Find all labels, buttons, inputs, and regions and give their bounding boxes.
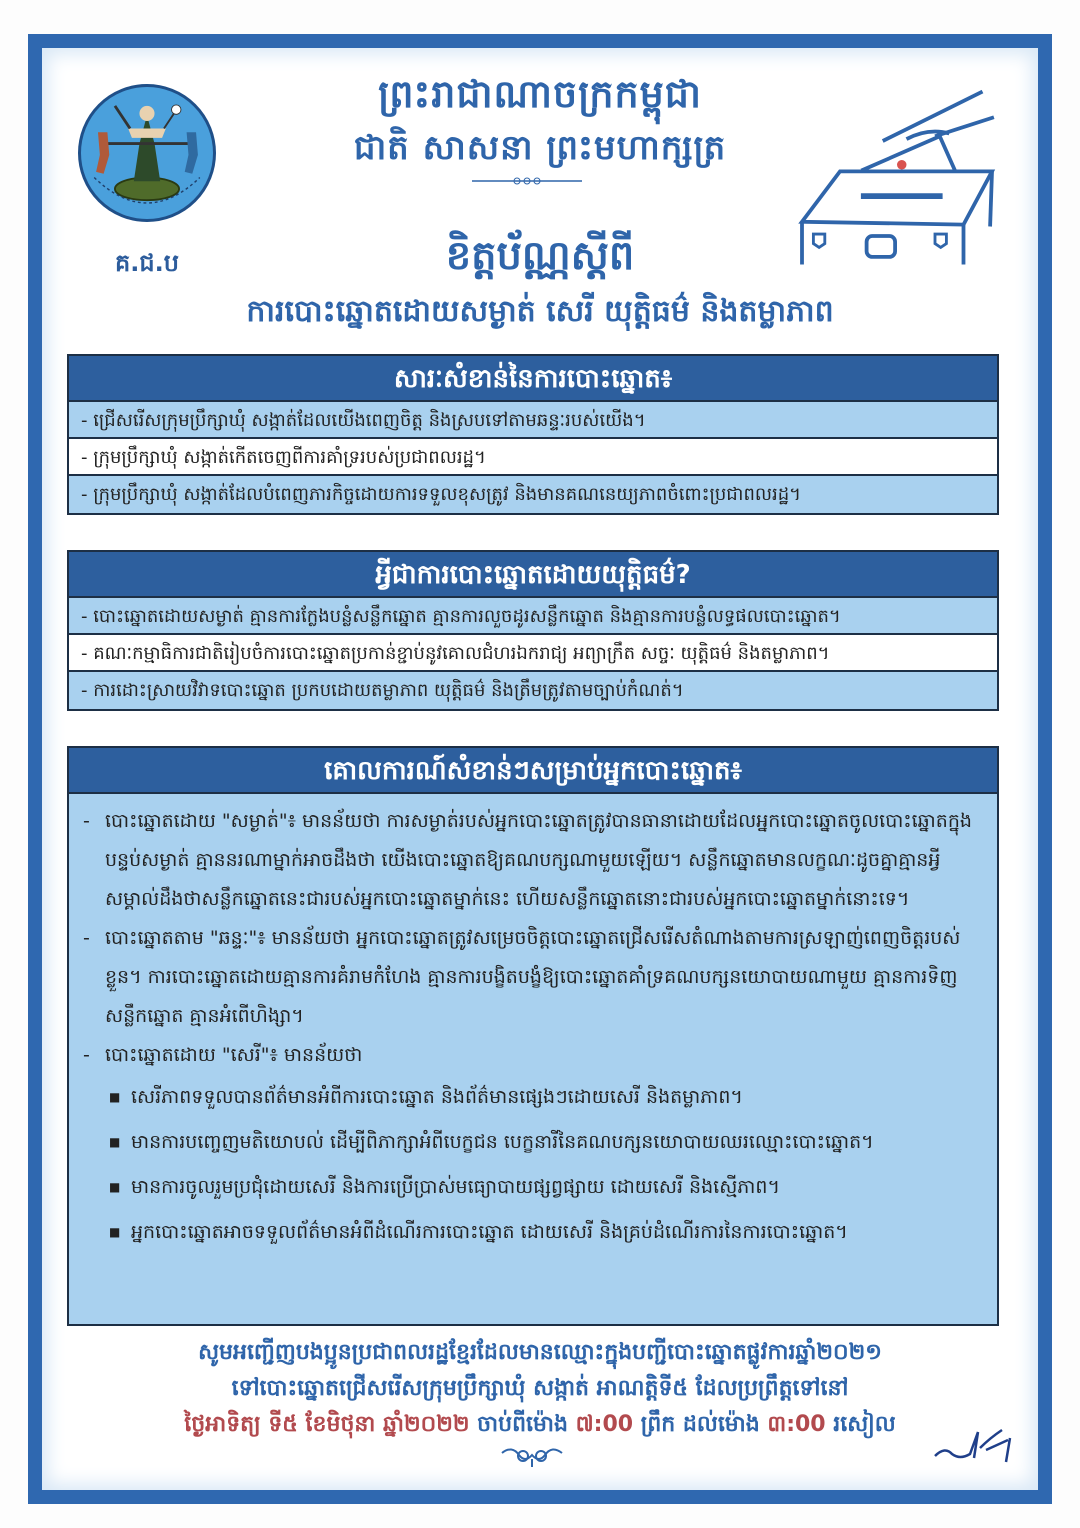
leaflet-title: ខិត្តប័ណ្ណស្តីពី [445, 233, 635, 279]
principle-will: - បោះឆ្នោតតាម "ឆន្ទៈ"៖ មានន័យថា អ្នកបោះឆ្នោតត្រូវសម្រេចចិត្តបោះឆ្នោតជ្រើសរើសតំណាងតាមការស្រឡាញ់ពេញចិត្តរបស់ខ្លួន។ ការបោះឆ្នោតដោយគ្មានការគំរាមកំហែង គ្មានការបង្ខិតបង្ខំឱ្យបោះឆ្នោតគាំទ្រគណបក្សនយោបាយណាមួយ គ្មានការទិញសន្លឹកឆ្នោត គ្មានអំពើហិង្សា។ [83, 927, 961, 1027]
list-item: - ជ្រើសរើសក្រុមប្រឹក្សាឃុំ សង្កាត់ដែលយើងពេញចិត្ត និងស្របទៅតាមឆន្ទៈរបស់យើង។ [69, 402, 997, 439]
bullet-item: ■ មានការបញ្ចេញមតិយោបល់ ដើម្បីពិភាក្សាអំពីបេក្ខជន បេក្ខនារីនៃគណបក្សនយោបាយឈរឈ្មោះបោះឆ្នោត។ [83, 1120, 983, 1165]
section-importance [67, 354, 999, 515]
square-bullet-icon: ■ [109, 1090, 121, 1104]
leaflet-subtitle: ការបោះឆ្នោតដោយសម្ងាត់ សេរី យុត្តិធម៌ និងតម្លាភាព [246, 294, 834, 329]
poster-frame [28, 34, 1052, 1504]
list-item: - បោះឆ្នោតដោយសម្ងាត់ គ្មានការក្លែងបន្លំសន្លឹកឆ្នោត គ្មានការលួចដូរសន្លឹកឆ្នោត និងគ្មានការបន្លំលទ្ធផលបោះឆ្នោត។ [69, 598, 997, 635]
list-item: - ក្រុមប្រឹក្សាឃុំ សង្កាត់កើតចេញពីការគាំទ្ររបស់ប្រជាពលរដ្ឋ។ [69, 439, 997, 476]
end-time: ៣:00 [767, 1412, 826, 1437]
invitation-line-2: ទៅបោះឆ្នោតជ្រើសរើសក្រុមប្រឹក្សាឃុំ សង្កាត់ អាណត្តិទី៥ ដែលប្រព្រឹត្តទៅនៅ [231, 1376, 849, 1401]
bullet-item: ■ អ្នកបោះឆ្នោតអាចទទួលព័ត៌មានអំពីដំណើរការបោះឆ្នោត ដោយសេរី និងគ្រប់ដំណើរការនៃការបោះឆ្នោត។ [83, 1210, 983, 1255]
bullet-item: ■ មានការចូលរួមប្រជុំដោយសេរី និងការប្រើប្រាស់មធ្យោបាយផ្សព្វផ្សាយ ដោយសេរី និងស្មើភាព។ [83, 1165, 983, 1210]
morning-until-label: ព្រឹក ដល់ម៉ោង [640, 1412, 760, 1437]
kingdom-heading: ព្រះរាជាណាចក្រកម្ពុជា [378, 72, 702, 116]
bullet-item: ■ សេរីភាពទទួលបានព័ត៌មានអំពីការបោះឆ្នោត និងព័ត៌មានផ្សេងៗដោយសេរី និងតម្លាភាព។ [83, 1075, 983, 1120]
election-date: ថ្ងៃអាទិត្យ ទី៥ ខែមិថុនា ឆ្នាំ២០២២ [184, 1412, 470, 1437]
election-date-line [42, 1410, 1038, 1442]
list-item: - ក្រុមប្រឹក្សាឃុំ សង្កាត់ដែលបំពេញភារកិច្ចដោយការទទួលខុសត្រូវ និងមានគណនេយ្យភាពចំពោះប្រជាពលរដ្ឋ។ [69, 476, 997, 513]
section-heading: គោលការណ៍សំខាន់ៗសម្រាប់អ្នកបោះឆ្នោត៖ [69, 748, 997, 794]
signature-icon [930, 1418, 1020, 1468]
afternoon-label: រសៀល [833, 1412, 896, 1437]
section-fair-election [67, 550, 999, 711]
section-heading: អ្វីជាការបោះឆ្នោតដោយយុត្តិធម៌? [69, 552, 997, 598]
square-bullet-icon: ■ [109, 1135, 121, 1149]
nec-abbreviation: គ.ជ.ប [115, 249, 179, 277]
invitation-line-1: សូមអញ្ជើញបងប្អូនប្រជាពលរដ្ឋខ្មែរដែលមានឈ្មោះក្នុងបញ្ជីបោះឆ្នោតផ្លូវការឆ្នាំ២០២១ [198, 1340, 882, 1365]
list-item: - ការដោះស្រាយវិវាទបោះឆ្នោត ប្រកបដោយតម្លាភាព យុត្តិធម៌ និងត្រឹមត្រូវតាមច្បាប់កំណត់។ [69, 672, 997, 709]
principle-secret: - បោះឆ្នោតដោយ "សម្ងាត់"៖ មានន័យថា ការសម្ងាត់របស់អ្នកបោះឆ្នោតត្រូវបានធានាដោយដែលអ្នកបោះឆ្នោតចូលបោះឆ្នោតក្នុងបន្ទប់សម្ងាត់ គ្មាននរណាម្នាក់អាចដឹងថា យើងបោះឆ្នោតឱ្យគណបក្សណាមួយឡើយ។ សន្លឹកឆ្នោតមានលក្ខណៈដូចគ្នាគ្មានអ្វីសម្គាល់ដឹងថាសន្លឹកឆ្នោតនេះជារបស់អ្នកបោះឆ្នោតម្នាក់នេះ ហើយសន្លឹកឆ្នោតនោះជារបស់អ្នកបោះឆ្នោតម្នាក់នោះទេ។ [83, 810, 972, 910]
poster-panel [42, 48, 1038, 1490]
floral-ornament-icon [497, 1445, 567, 1469]
principles-body [69, 794, 997, 1265]
divider-ornament-icon [472, 176, 582, 186]
section-voter-principles [67, 746, 999, 1326]
from-label: ចាប់ពីម៉ោង [477, 1412, 568, 1437]
square-bullet-icon: ■ [109, 1225, 121, 1239]
start-time: ៧:00 [575, 1412, 634, 1437]
section-heading: សារៈសំខាន់នៃការបោះឆ្នោត៖ [69, 356, 997, 402]
square-bullet-icon: ■ [109, 1180, 121, 1194]
principle-free: - បោះឆ្នោតដោយ "សេរី"៖ មានន័យថា [83, 1044, 363, 1066]
national-motto: ជាតិ សាសនា ព្រះមហាក្សត្រ [353, 128, 727, 168]
list-item: - គណៈកម្មាធិការជាតិរៀបចំការបោះឆ្នោតប្រកាន់ខ្ជាប់នូវគោលជំហរឯករាជ្យ អព្យាក្រឹត សច្ចៈ យុត្តិធម៌ និងតម្លាភាព។ [69, 635, 997, 672]
